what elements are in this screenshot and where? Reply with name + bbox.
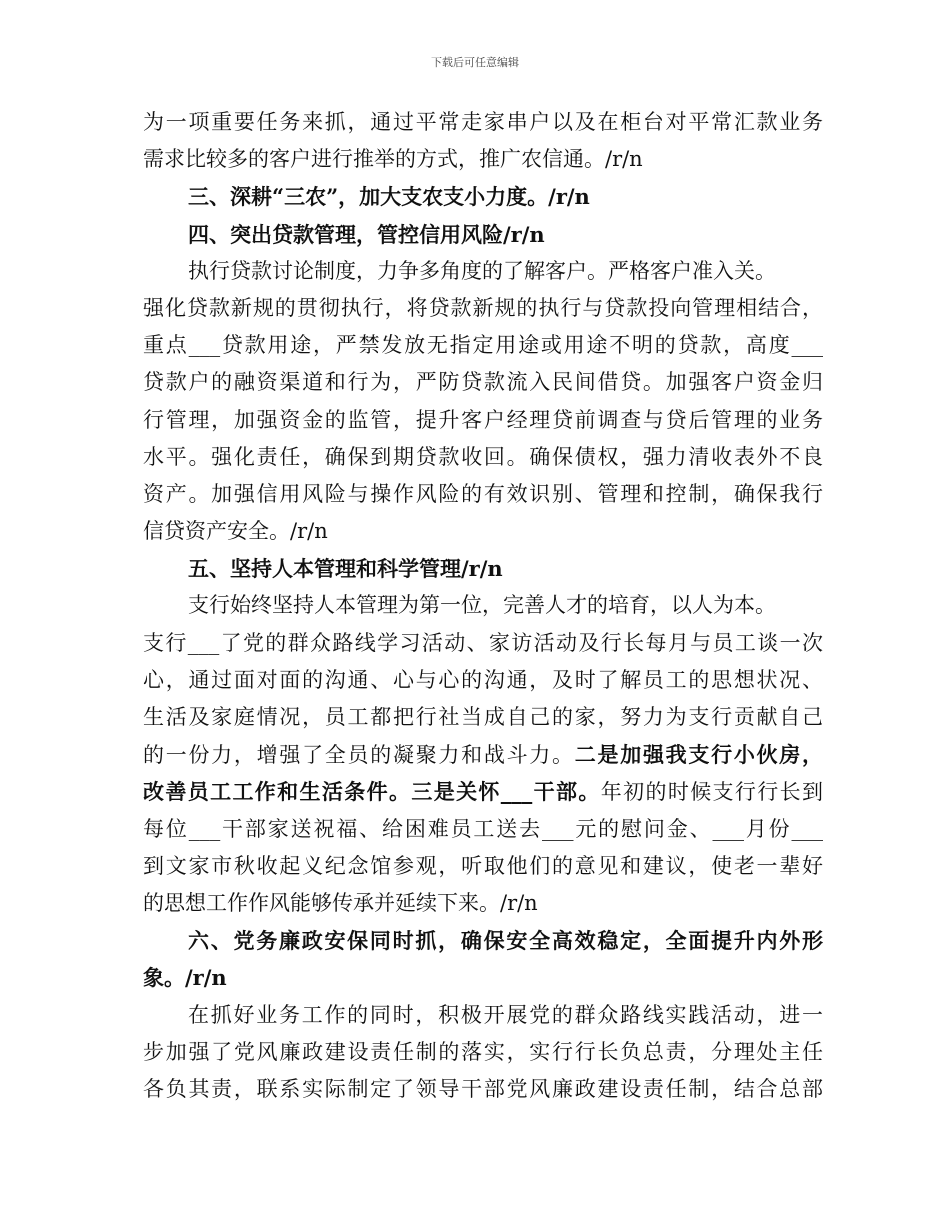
line-text: 改善员工工作和生活条件。三是关怀___干部。 [143,779,601,805]
document-body [143,104,823,1108]
line-text: 执行贷款讨论制度，力争多角度的了解客户。严格客户准入关。 [188,258,776,283]
line-text: 强化贷款新规的贯彻执行，将贷款新规的执行与贷款投向管理相结合， [143,295,823,320]
paragraph-line [143,885,823,922]
paragraph-line [143,402,823,439]
paragraph-line [143,736,823,773]
line-text: 的一份力，增强了全员的凝聚力和战斗力。 [143,743,575,768]
paragraph-line [143,1071,823,1108]
paragraph-line [143,662,823,699]
paragraph-line [143,439,823,476]
line-text: 重点___贷款用途，严禁发放无指定用途或用途不明的贷款，高度___ [143,333,823,358]
line-text: 行管理，加强资金的监管，提升客户经理贷前调查与贷后管理的业务 [143,407,823,432]
paragraph-line [143,848,823,885]
line-text: 三、深耕“三农”，加大支农支小力度。/r/n [188,184,590,210]
line-text: 资产。加强信用风险与操作风险的有效识别、管理和控制，确保我行 [143,481,823,506]
paragraph-line [143,290,823,327]
line-text: 的思想工作作风能够传承并延续下来。/r/n [143,890,538,915]
paragraph-line [143,625,823,662]
line-text: 水平。强化责任，确保到期贷款收回。确保债权，强力清收表外不良 [143,444,823,469]
line-text: 每位___干部家送祝福、给困难员工送去___元的慰问金、___月份___ [143,816,823,841]
section-heading-line [143,550,823,587]
paragraph-line [143,476,823,513]
paragraph-line [143,997,823,1034]
line-text: 四、突出贷款管理，管控信用风险/r/n [188,221,545,247]
line-text: 各负其责，联系实际制定了领导干部党风廉政建设责任制，结合总部 [143,1076,823,1101]
paragraph-line [143,773,823,810]
line-text: 信贷资产安全。/r/n [143,519,328,544]
paragraph-line [143,513,823,550]
section-heading-line [143,178,823,215]
paragraph-line [143,587,823,624]
line-text: 步加强了党风廉政建设责任制的落实，实行行长负总责，分理处主任 [143,1039,823,1064]
line-text: 六、党务廉政安保同时抓，确保安全高效稳定，全面提升内外形 [188,928,823,954]
line-text: 在抓好业务工作的同时，积极开展党的群众路线实践活动，进一 [188,1002,823,1027]
line-text: 到文家市秋收起义纪念馆参观，听取他们的意见和建议，使老一辈好 [143,853,823,878]
paragraph-line [143,811,823,848]
line-text-cont: 二是加强我支行小伙房， [574,742,824,768]
section-heading-line [143,216,823,253]
line-text: 需求比较多的客户进行推举的方式，推广农信通。/r/n [143,147,643,172]
line-text: 贷款户的融资渠道和行为，严防贷款流入民间借贷。加强客户资金归 [143,370,823,395]
section-heading-line [143,959,823,996]
page-header: 下载后可任意编辑 [431,56,519,69]
section-heading-line [143,922,823,959]
paragraph-line [143,1034,823,1071]
line-text: 象。/r/n [143,965,227,991]
line-text: 为一项重要任务来抓，通过平常走家串户以及在柜台对平常汇款业务 [143,110,823,134]
paragraph-line [143,699,823,736]
paragraph-line [143,364,823,401]
line-text: 支行始终坚持人本管理为第一位，完善人才的培育，以人为本。 [188,593,776,618]
line-text: 生活及家庭情况，员工都把行社当成自己的家，努力为支行贡献自己 [143,705,823,729]
line-text: 支行___了党的群众路线学习活动、家访活动及行长每月与员工谈一次 [143,630,823,655]
line-text: 五、坚持人本管理和科学管理/r/n [188,556,503,582]
paragraph-line [143,253,823,290]
paragraph-line [143,327,823,364]
paragraph-line [143,104,823,141]
paragraph-line [143,141,823,178]
line-text: 心，通过面对面的沟通、心与心的沟通，及时了解员工的思想状况、 [143,667,823,692]
line-text-cont: 年初的时候支行行长到 [600,780,824,805]
